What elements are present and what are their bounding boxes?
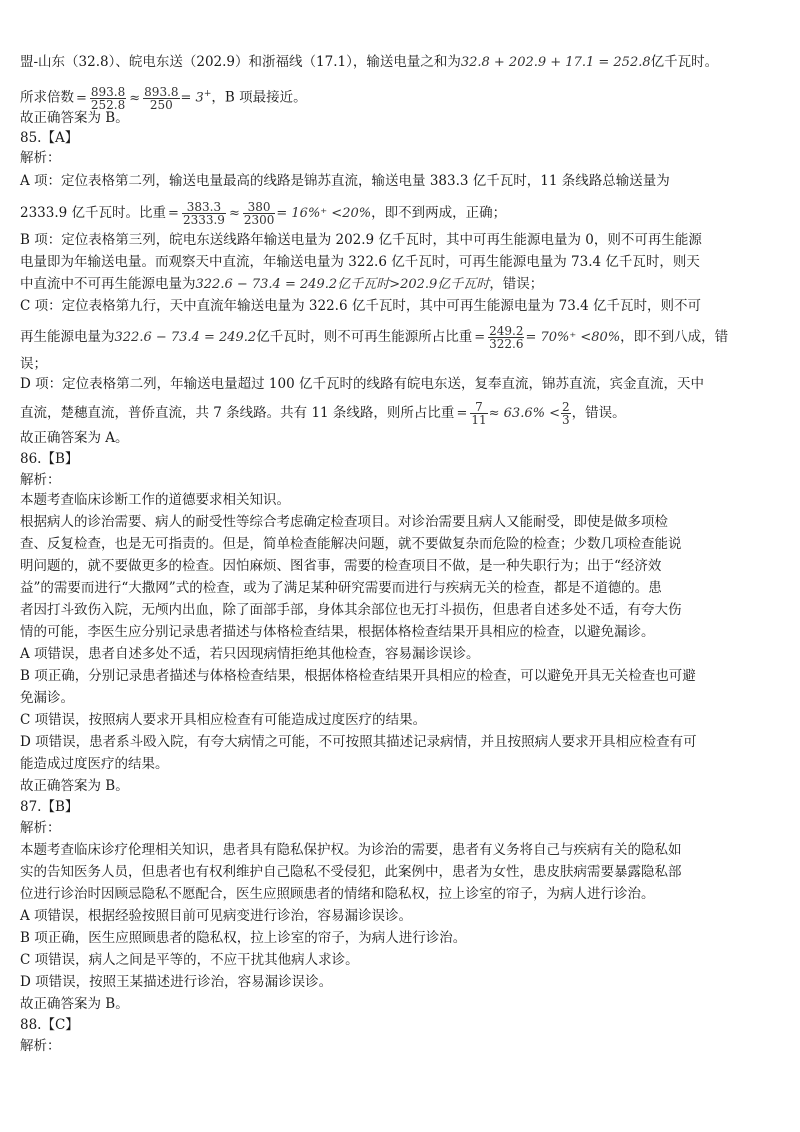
text-line: D 项错误，患者系斗殴入院，有夸大病情之可能，不可按照其描述记录病情，并且按照病人要求开具相应检查有可 (20, 734, 697, 750)
text-span: 中直流中不可再生能源电量为 (20, 276, 196, 292)
text-span: 盟-山东（32.8）、皖电东送（202.9）和浙福线（17.1），输送电量之和为 (20, 54, 461, 70)
text-span: 直流，楚穗直流，普侨直流，共 7 条线路。共有 11 条线路，则所占比重 (20, 405, 455, 421)
text-line (20, 398, 626, 428)
math-expression: 32.8 + 202.9 + 17.1 = 252.8 (460, 55, 651, 70)
math-superscript: + (203, 89, 212, 99)
text-line (20, 80, 307, 112)
text-span: 所求倍数 (20, 89, 74, 106)
fraction-numerator: 893.8 (144, 84, 179, 99)
text-span: 亿千瓦时，则不可再生能源所占比重 (256, 329, 473, 345)
fraction-numerator: 249.2 (489, 324, 524, 338)
math-operator: = (474, 330, 486, 345)
analysis-heading: 解析： (20, 472, 61, 488)
text-line: 情的可能，李医生应分别记录患者描述与体格检查结果，根据体格检查结果开具相应的检查，以避免漏诊。 (20, 624, 655, 640)
fraction-denominator: 2300 (243, 213, 275, 227)
text-span: ，错误。 (571, 405, 626, 421)
text-line: 免漏诊。 (20, 690, 74, 706)
math-fraction (243, 201, 276, 226)
fraction-denominator: 250 (149, 97, 173, 112)
math-expression: ≈ 63.6% < (488, 406, 560, 421)
text-line (20, 198, 506, 228)
text-line: D 项错误，按照王某描述进行诊治，容易漏诊误诊。 (20, 974, 333, 990)
text-line: 本题考查临床诊疗伦理相关知识，患者具有隐私保护权。为诊治的需要，患者有义务将自己与疾病有关的隐私如 (20, 842, 682, 858)
math-fraction (470, 401, 487, 426)
text-line: B 项正确，医生应照顾患者的隐私权，拉上诊室的帘子，为病人进行诊治。 (20, 930, 467, 946)
fraction-numerator: 7 (470, 401, 487, 414)
text-span: ，即不到八成，错 (620, 329, 729, 345)
math-fraction (488, 325, 524, 350)
text-line: 故正确答案为 A。 (20, 430, 129, 446)
text-line (20, 274, 543, 294)
math-operator: ≈ (129, 90, 141, 106)
text-line: 误； (20, 356, 47, 372)
text-span: ，错误； (489, 276, 544, 292)
fraction-numerator: 2 (561, 400, 570, 414)
math-operator: = (76, 90, 87, 106)
text-line: 能造成过度医疗的结果。 (20, 756, 169, 772)
text-span: ，B 项最接近。 (211, 89, 307, 106)
fraction-denominator: 11 (471, 413, 487, 427)
math-expression: 322.6 − 73.4 = 249.2亿千瓦时>202.9亿千瓦时 (195, 277, 490, 292)
math-fraction (143, 86, 179, 111)
text-line: C 项错误，按照病人要求开具相应检查有可能造成过度医疗的结果。 (20, 712, 427, 728)
text-line: C 项：定位表格第九行，天中直流年输送电量为 322.6 亿千瓦时，其中可再生能源电量为 73.4 亿千瓦时，则不可 (20, 298, 701, 314)
fraction-numerator: 380 (243, 201, 276, 214)
question-number: 85.【A】 (20, 130, 79, 146)
text-line: C 项错误，病人之间是平等的，不应干扰其他病人求诊。 (20, 952, 359, 968)
math-fraction (182, 201, 226, 226)
text-span: 2333.9 亿千瓦时。比重 (20, 205, 167, 221)
text-line: 者因打斗致伤入院，无颅内出血，除了面部手部，身体其余部位也无打斗损伤，但患者自述多处不适，有夸大伤 (20, 602, 682, 618)
fraction-denominator: 252.8 (90, 97, 126, 112)
text-span: ，即不到两成，正确； (371, 205, 507, 221)
fraction-denominator: 3 (561, 413, 570, 427)
math-operator: = (456, 406, 468, 421)
fraction-numerator: 893.8 (90, 84, 126, 99)
math-fraction (561, 401, 571, 426)
text-line: 故正确答案为 B。 (20, 996, 129, 1012)
math-expression: 322.6 − 73.4 = 249.2 (114, 330, 257, 345)
text-line: 实的告知医务人员，但患者也有权利维护自己隐私不受侵犯，此案例中，患者为女性，患皮肤病需要暴露隐私部 (20, 864, 682, 880)
text-line (20, 322, 728, 352)
text-line: A 项：定位表格第二列，输送电量最高的线路是锦苏直流，输送电量 383.3 亿千瓦时，11 条线路总输送量为 (20, 173, 670, 189)
math-operator: = (168, 206, 179, 221)
text-line: 电量即为年输送电量。而观察天中直流，年输送电量为 322.6 亿千瓦时，可再生能源电量为 73.4 亿千瓦时，则天 (20, 254, 700, 270)
text-line: 故正确答案为 B。 (20, 778, 129, 794)
math-expression: = 3 (180, 90, 204, 106)
text-line: B 项正确，分别记录患者描述与体格检查结果，根据体格检查结果开具相应的检查，可以避免开具无关检查也可避 (20, 668, 696, 684)
text-line: 根据病人的诊治需要、病人的耐受性等综合考虑确定检查项目。对诊治需要且病人又能耐受，即使是做多项检 (20, 514, 668, 530)
question-number: 87.【B】 (20, 799, 79, 815)
text-span: 再生能源电量为 (20, 329, 115, 345)
text-line: 查、反复检查，也是无可指责的。但是，简单检查能解决问题，就不要做复杂而危险的检查；少数几项检查能说 (20, 536, 682, 552)
math-fraction (90, 86, 126, 111)
analysis-heading: 解析： (20, 150, 61, 166)
question-number: 86.【B】 (20, 451, 79, 467)
text-span: 亿千瓦时。 (650, 54, 719, 70)
text-line: A 项错误，根据经验按照目前可见病变进行诊治，容易漏诊误诊。 (20, 908, 413, 924)
analysis-heading: 解析： (20, 820, 61, 836)
fraction-denominator: 2333.9 (182, 213, 225, 227)
text-line: 明问题的，就不要做更多的检查。因怕麻烦、图省事，需要的检查项目不做，是一种失职行为；出于“经济效 (20, 558, 662, 574)
math-expression: = 16%⁺ <20% (276, 206, 372, 221)
question-number: 88.【C】 (20, 1017, 79, 1033)
text-line: B 项：定位表格第三列，皖电东送线路年输送电量为 202.9 亿千瓦时，其中可再生能源电量为 0，则不可再生能源 (20, 232, 702, 248)
fraction-denominator: 322.6 (489, 337, 524, 351)
text-line: 本题考查临床诊断工作的道德要求相关知识。 (20, 492, 290, 508)
text-line: 故正确答案为 B。 (20, 110, 129, 126)
math-operator: ≈ (228, 206, 240, 221)
text-line: 位进行诊治时因顾忌隐私不愿配合，医生应照顾患者的情绪和隐私权，拉上诊室的帘子，为病人进行诊治。 (20, 886, 655, 902)
text-line: 益”的需要而进行“大撒网”式的检查，或为了满足某种研究需要而进行与疾病无关的检查，都是不道德的。患 (20, 580, 662, 596)
analysis-heading: 解析： (20, 1038, 61, 1054)
text-line (20, 52, 718, 72)
fraction-numerator: 383.3 (182, 201, 226, 214)
text-line: A 项错误，患者自述多处不适，若只因现病情拒绝其他检查，容易漏诊误诊。 (20, 646, 480, 662)
math-expression: = 70%⁺ <80% (525, 330, 621, 345)
text-line: D 项：定位表格第二列，年输送电量超过 100 亿千瓦时的线路有皖电东送，复奉直流，锦苏直流，宾金直流，天中 (20, 376, 704, 392)
